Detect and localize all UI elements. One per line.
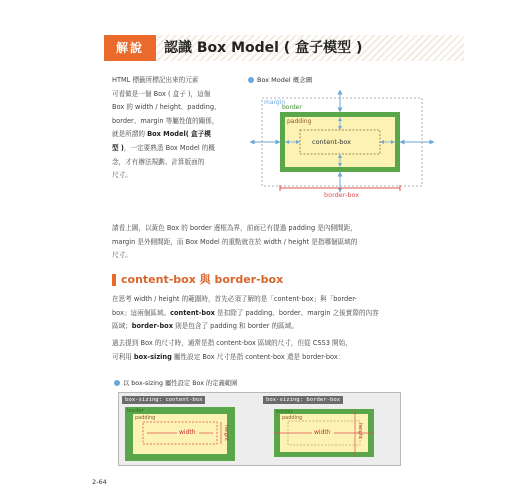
border-box-panel bbox=[260, 393, 400, 465]
paragraph-line bbox=[112, 307, 417, 321]
intro-line: 念，才有辦法規劃、計算版面的 bbox=[112, 157, 205, 166]
page-title: 認識 Box Model ( 盒子模型 ) bbox=[164, 40, 363, 56]
width-label: width bbox=[314, 429, 331, 436]
figure2-caption-text: 以 box-sizing 屬性設定 Box 的定義範圍 bbox=[123, 380, 238, 387]
paragraph-3 bbox=[112, 337, 417, 364]
padding-label: padding bbox=[135, 415, 156, 421]
paragraph-2 bbox=[112, 293, 417, 334]
padding-label: padding bbox=[287, 118, 312, 125]
intro-paragraph bbox=[112, 74, 242, 183]
figure2-caption bbox=[114, 378, 237, 387]
paragraph-bold: border-box bbox=[131, 322, 173, 331]
intro-line: 可看做是一個 Box ( 盒子 )，這個 bbox=[112, 89, 211, 98]
width-label: width bbox=[179, 429, 196, 436]
border-label: border bbox=[127, 408, 144, 414]
intro-line bbox=[112, 142, 242, 156]
section-header bbox=[104, 35, 464, 61]
border-box-title: box-sizing: border-box bbox=[263, 396, 343, 404]
paragraph-line bbox=[112, 320, 417, 334]
border-box-label: border-box bbox=[324, 191, 360, 199]
border-label: border bbox=[282, 104, 302, 111]
content-box-panel bbox=[119, 393, 259, 465]
section-heading-text: content-box 與 border-box bbox=[121, 273, 284, 286]
paragraph-text: 可利用 bbox=[112, 352, 134, 361]
intro-line bbox=[112, 128, 242, 142]
paragraph-text: 是扣除了 padding、border、margin 之後實際的內容 bbox=[214, 308, 379, 317]
content-box-label: content-box bbox=[312, 138, 351, 146]
header-tag: 解說 bbox=[104, 35, 156, 61]
paragraph-line: 在思考 width / height 的範圍時，首先必須了解的是「content-box」與「border- bbox=[112, 295, 357, 303]
height-label: height bbox=[223, 425, 229, 441]
paragraph-text: 則是包含了 padding 和 border 的區域。 bbox=[172, 322, 298, 331]
intro-text: ，一定要熟悉 Box Model 的概 bbox=[123, 143, 215, 152]
intro-bold: Box Model( 盒子模 bbox=[147, 130, 211, 139]
intro-line: border、margin 等屬性值的關係， bbox=[112, 116, 219, 125]
box-sizing-figure bbox=[118, 392, 401, 466]
paragraph-bold: content-box bbox=[170, 308, 215, 317]
paragraph-line: margin 是外側間距，而 Box Model 的重點就在於 width / height 是指哪個區域的 bbox=[112, 237, 358, 246]
paragraph-1 bbox=[112, 222, 417, 263]
intro-bold: 型 ) bbox=[112, 143, 124, 152]
page-number: 2-64 bbox=[92, 478, 107, 486]
bullet-dot-icon bbox=[248, 77, 254, 83]
border-label: border bbox=[276, 409, 293, 415]
figure1-caption-text: Box Model 概念圖 bbox=[257, 76, 313, 84]
paragraph-line: 請看上圖，以黃色 Box 的 border 邊框為界，前面已有提過 padding 是內側間距， bbox=[112, 224, 357, 232]
paragraph-bold: box-sizing bbox=[133, 352, 172, 361]
height-label: height bbox=[357, 423, 363, 439]
paragraph-line: 過去提到 Box 的尺寸時，通常是指 content-box 區域的尺寸，但從 CSS3 開始， bbox=[112, 339, 352, 347]
intro-line: Box 的 width / height、padding、 bbox=[112, 103, 221, 112]
paragraph-line: 尺寸。 bbox=[112, 251, 132, 260]
box-model-diagram bbox=[250, 90, 465, 210]
heading-bar bbox=[112, 274, 116, 286]
intro-line: HTML 標籤所標記出來的元素 bbox=[112, 76, 199, 84]
intro-line: 尺寸。 bbox=[112, 171, 132, 180]
figure1-caption bbox=[248, 75, 312, 84]
paragraph-text: 區域； bbox=[112, 322, 132, 331]
margin-label: margin bbox=[264, 99, 286, 106]
padding-label: padding bbox=[282, 415, 303, 421]
intro-text: 就是所謂的 bbox=[112, 130, 148, 139]
content-box-title: box-sizing: content-box bbox=[122, 396, 205, 404]
paragraph-line bbox=[112, 351, 417, 365]
bullet-dot-icon bbox=[114, 380, 120, 386]
paragraph-text: box」這兩個區域。 bbox=[112, 308, 171, 317]
paragraph-text: 屬性設定 Box 尺寸是指 content-box 還是 border-box： bbox=[171, 352, 345, 361]
